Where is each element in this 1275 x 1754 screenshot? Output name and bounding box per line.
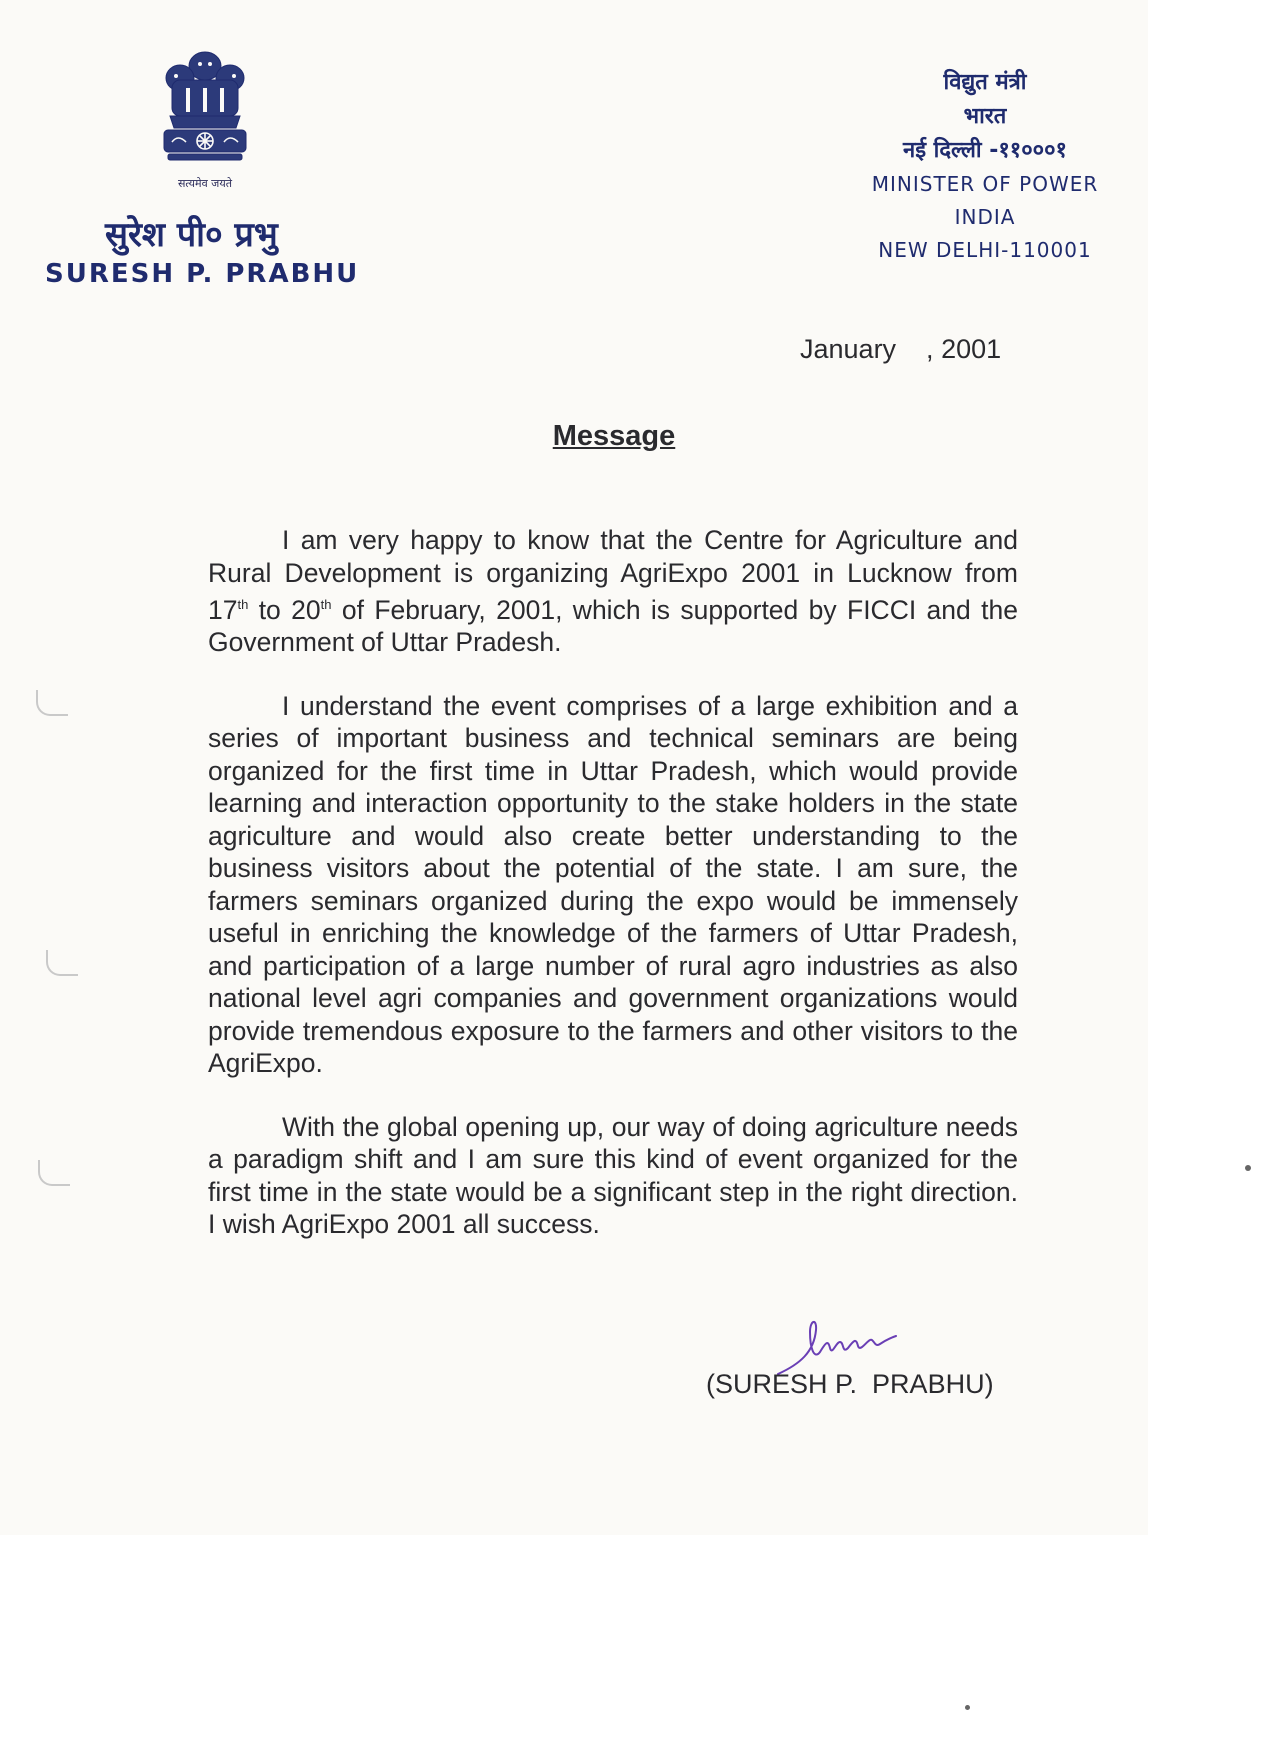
punch-hole-mark [46, 950, 78, 976]
office-country-english: INDIA [954, 205, 1016, 229]
paragraph-1-text-b: to 20 [248, 594, 321, 625]
letter-date: January , 2001 [800, 334, 1002, 364]
superscript-th: th [237, 597, 249, 612]
national-emblem [150, 44, 260, 194]
office-title-english: MINISTER OF POWER [871, 172, 1099, 196]
paragraph-1-text-a: I am very happy to know that the Centre for Agriculture and Rural Development is organizing AgriExpo 2001 in Lucknow from 17 [208, 525, 1018, 625]
office-city-hindi: नई दिल्ली -११०००१ [902, 138, 1068, 163]
office-country-hindi: भारत [963, 104, 1007, 129]
scan-speck [1245, 1165, 1251, 1171]
punch-hole-mark [38, 1160, 70, 1186]
office-title-hindi: विद्युत मंत्री [943, 70, 1027, 95]
scan-speck [965, 1705, 970, 1710]
superscript-th: th [320, 597, 332, 612]
sender-name-english: SURESH P. PRABHU [45, 259, 360, 289]
emblem-motto: सत्यमेव जयते [177, 177, 232, 190]
office-city-english: NEW DELHI-110001 [878, 238, 1092, 262]
message-heading: Message [552, 420, 676, 452]
sender-name-hindi: सुरेश पी० प्रभु [105, 215, 278, 255]
paragraph-2: I understand the event comprises of a large exhibition and a series of important business and technical seminars are being organized for the first time in Uttar Pradesh, which would provide learning and interaction opportunity to the stake holders in the state agriculture and would also create better understanding to the business visitors about the potential of the state. I am sure, the farmers seminars organized during the expo would be immensely useful in enriching the knowledge of the farmers of Uttar Pradesh, and participation of a large number of rural agro industries as also national level agri companies and government organizations would provide tremendous exposure to the farmers and other visitors to the AgriExpo. [208, 690, 1018, 1079]
paragraph-3: With the global opening up, our way of doing agriculture needs a paradigm shift and I am sure this kind of event organized for the first time in the state would be a significant step in the right direction. I wish AgriExpo 2001 all success. [208, 1111, 1018, 1240]
office-address [840, 66, 1130, 267]
paragraph-1-text-c: of February, 2001, which is supported by FICCI and the Government of Uttar Pradesh. [208, 594, 1018, 658]
message-body [208, 524, 1018, 1272]
punch-hole-mark [36, 690, 68, 716]
paragraph-1 [208, 524, 1018, 659]
signatory-name: (SURESH P. PRABHU) [706, 1369, 994, 1399]
lion-capital-icon [150, 44, 260, 174]
